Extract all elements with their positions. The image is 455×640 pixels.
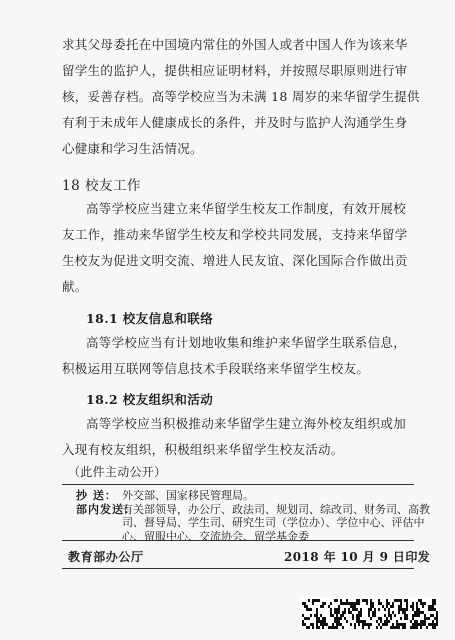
cc-label: 抄 送： [76,489,117,502]
subsection-heading: 18.1 校友信息和联络 [86,311,214,326]
barcode-image [300,597,440,629]
section-heading: 18 校友工作 [62,178,141,194]
body-text-line: 积极运用互联网等信息技术手段联络来华留学生校友。 [62,361,370,376]
divider [62,568,414,569]
body-text-line: 生校友为促进文明交流、增进人民友谊、深化国际合作做出贡 [62,253,408,268]
internal-distribution-value: 心、留服中心、交流协会、留学基金委 [122,529,309,543]
body-text-line: 友工作，推动来华留学生校友和学校共同发展，支持来华留学 [62,227,408,242]
distribution-list [76,489,430,543]
body-text-line: 高等学校应当积极推动来华留学生建立海外校友组织或加 [86,416,407,431]
disclosure-note: （此件主动公开） [68,465,167,479]
body-text-line: 高等学校应当有计划地收集和维护来华留学生联系信息， [86,335,407,350]
body-text-line: 留学生的监护人，提供相应证明材料，并按照尽职原则进行审 [62,63,408,78]
internal-distribution-label: 部内发送： [76,502,136,516]
body-text-line: 入现有校友组织，积极组织来华留学生校友活动。 [62,442,344,457]
internal-distribution-value: 司、督导局、学生司、研究生司（学位办）、学位中心、评估中 [122,516,425,529]
internal-distribution-value: 有关部领导，办公厅、政法司、规划司、综改司、财务司、高教 [122,502,430,516]
body-text-line: 有利于未成年人健康成长的条件，并及时与监护人沟通学生身 [62,115,408,130]
issuer: 教育部办公厅 [68,550,144,564]
body-text-line: 献。 [62,279,88,294]
issue-date: 2018 年 10 月 9 日印发 [284,550,431,564]
cc-value: 外交部、国家移民管理局。 [122,489,254,502]
body-text-line: 心健康和学习生活情况。 [62,141,203,156]
divider [62,484,414,485]
body-text-line: 高等学校应当建立来华留学生校友工作制度，有效开展校 [86,201,407,216]
subsection-heading: 18.2 校友组织和活动 [86,392,214,407]
body-text-line: 求其父母委托在中国境内常住的外国人或者中国人作为该来华 [62,37,408,52]
divider [62,540,414,541]
body-text-line: 核，妥善存档。高等学校应当为未满 18 周岁的来华留学生提供 [62,89,420,104]
